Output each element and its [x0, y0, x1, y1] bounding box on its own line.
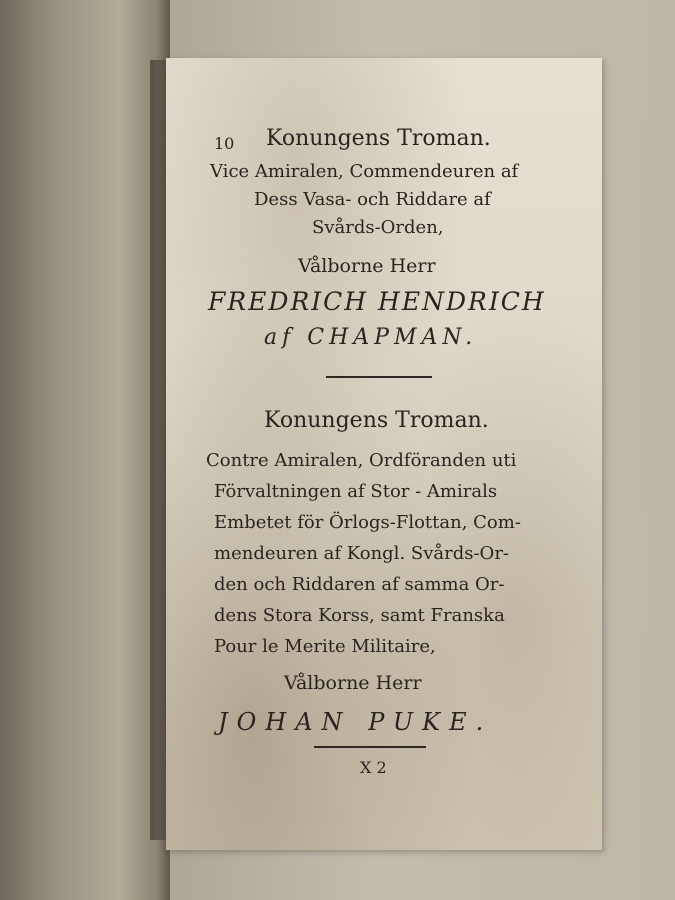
section1-heading: Konungens Troman.	[266, 126, 491, 151]
section2-name-line: JOHAN PUKE.	[218, 708, 493, 736]
section1-name-line-2: af CHAPMAN.	[264, 325, 478, 350]
divider-rule-1	[326, 376, 432, 378]
section1-line-1: Vice Amiralen, Commendeuren af	[210, 161, 519, 182]
section2-line-5: den och Riddaren af samma Or-	[214, 574, 505, 595]
divider-rule-2	[314, 746, 426, 748]
section2-heading: Konungens Troman.	[264, 408, 489, 433]
section1-line-3: Svårds-Orden,	[312, 217, 444, 238]
left-page	[0, 0, 170, 900]
section2-line-2: Förvaltningen af Stor - Amirals	[214, 481, 498, 502]
section2-line-1: Contre Amiralen, Ordföranden uti	[206, 450, 517, 471]
section2-line-7: Pour le Merite Militaire,	[214, 636, 436, 657]
page-number: 10	[214, 134, 235, 153]
section1-line-2: Dess Vasa- och Riddare af	[254, 189, 491, 210]
section2-line-3: Embetet för Örlogs-Flottan, Com-	[214, 512, 521, 533]
section1-name-line-1: FREDRICH HENDRICH	[208, 287, 546, 316]
section2-title-line: Vålborne Herr	[284, 672, 422, 694]
left-page-bleed-through	[12, 120, 162, 820]
right-page	[166, 58, 602, 850]
section2-line-4: mendeuren af Kongl. Svårds-Or-	[214, 543, 510, 564]
section2-line-6: dens Stora Korss, samt Franska	[214, 605, 505, 626]
catchword: X 2	[360, 758, 387, 777]
section1-title-line: Vålborne Herr	[298, 255, 436, 277]
